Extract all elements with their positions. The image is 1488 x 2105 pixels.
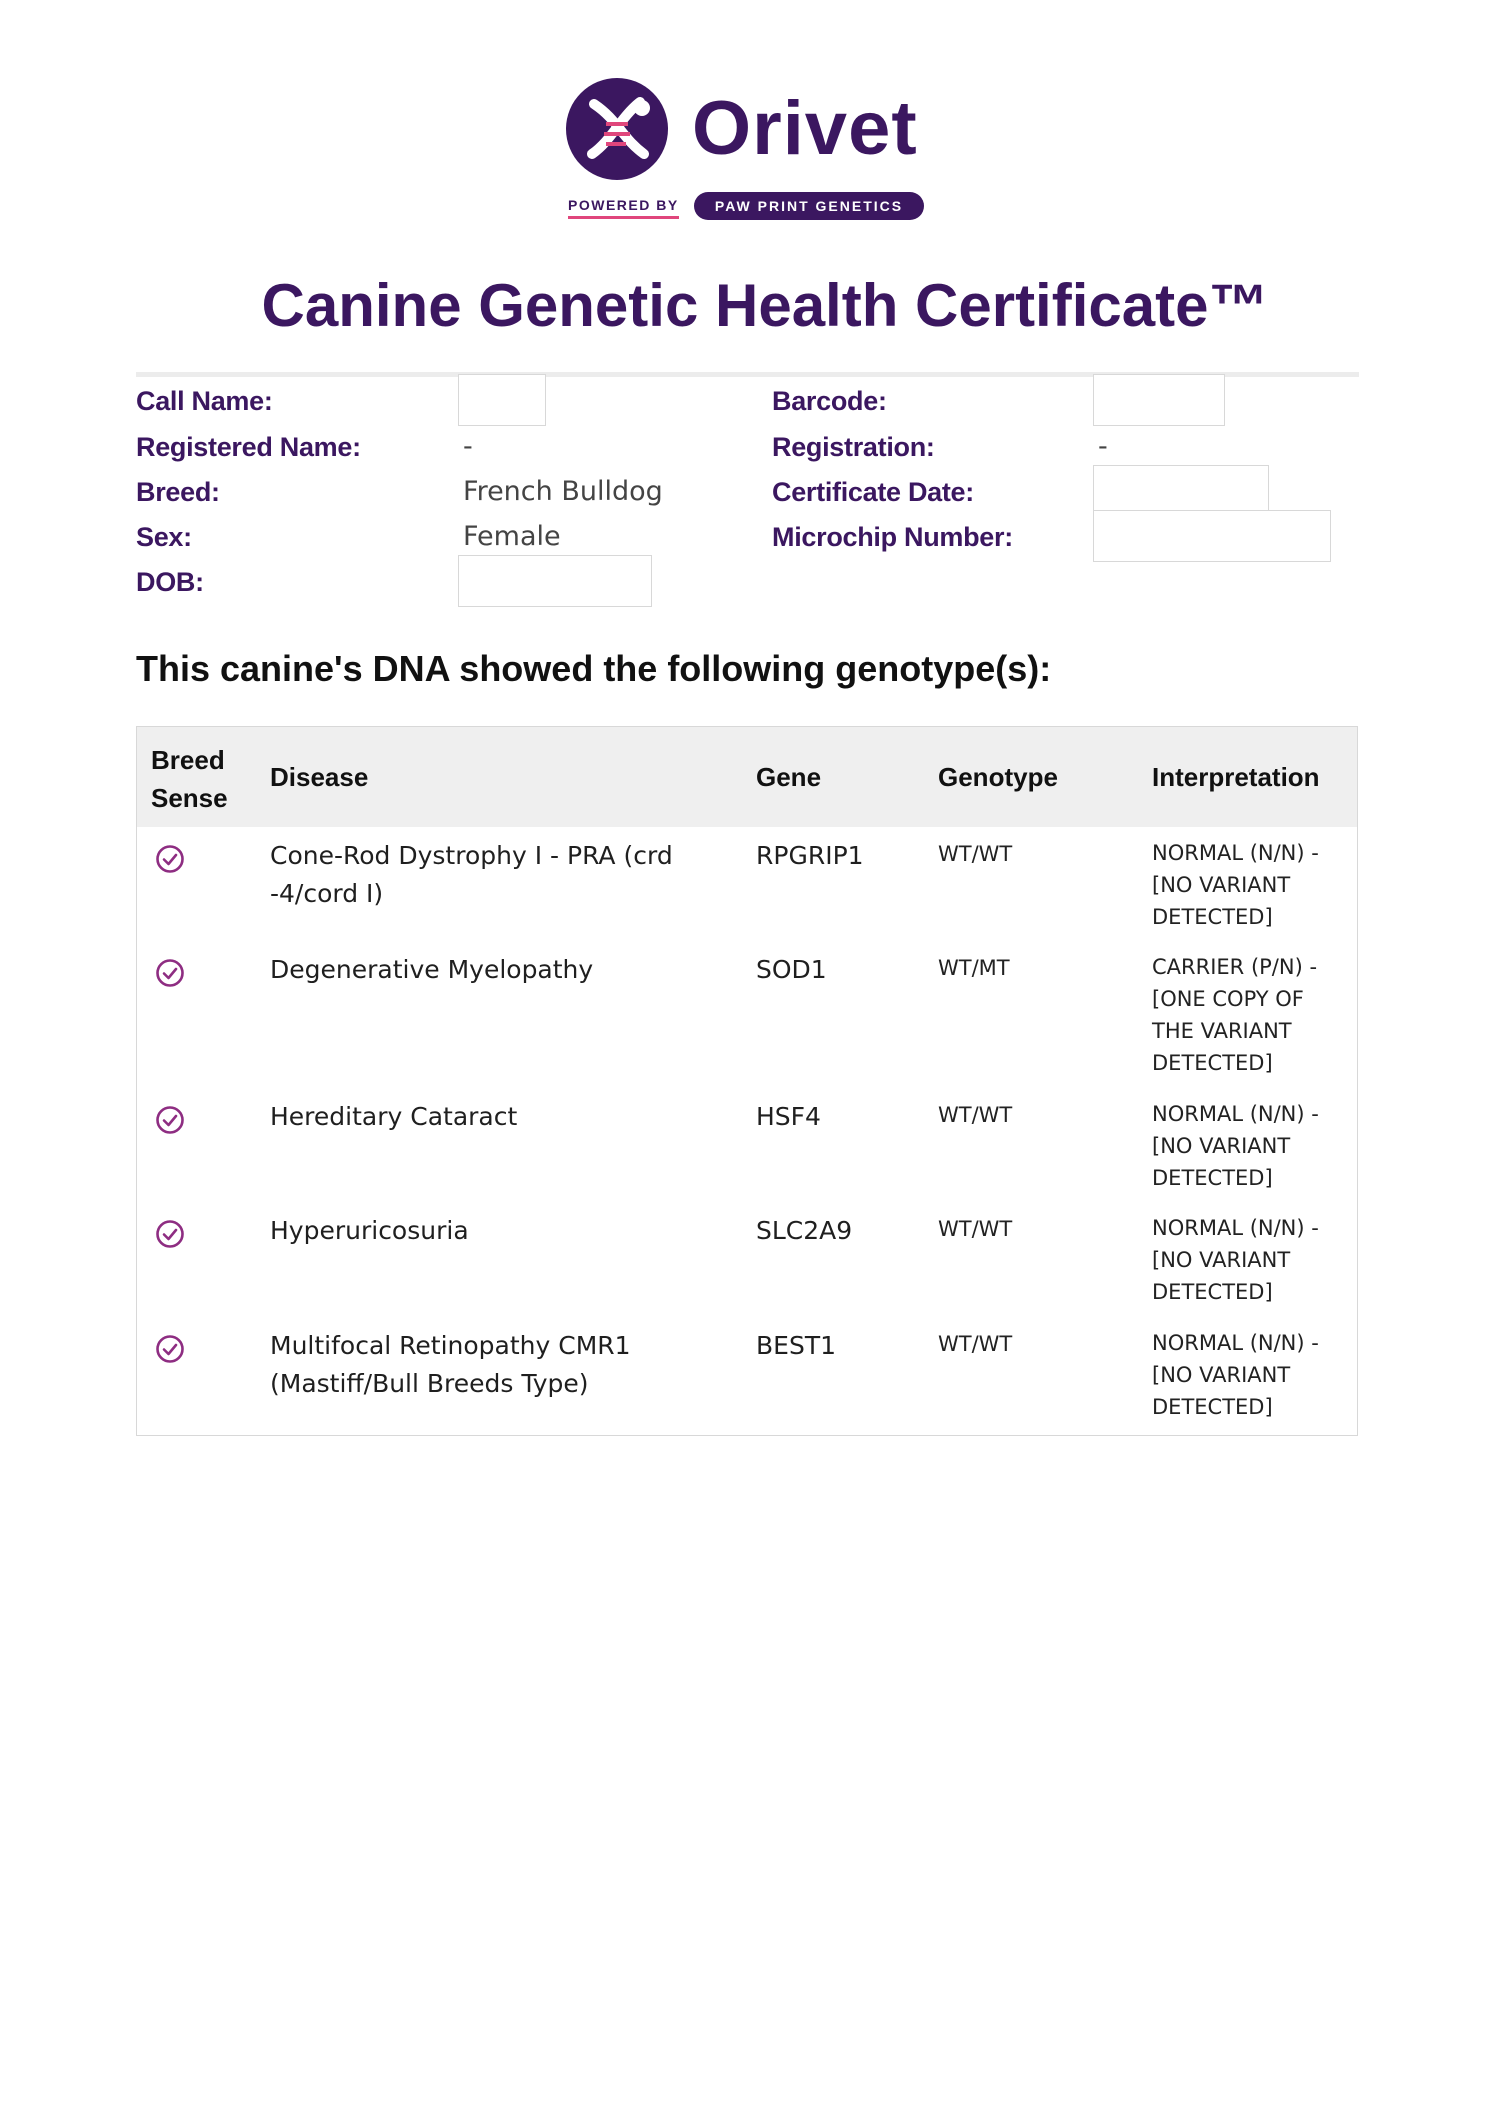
partner-badge: PAW PRINT GENETICS xyxy=(694,192,924,220)
check-circle-icon xyxy=(155,958,185,988)
interpretation-line2: [NO VARIANT xyxy=(1152,1248,1291,1272)
interpretation-line1: NORMAL (N/N) - xyxy=(1152,1216,1319,1240)
sex-value: Female xyxy=(463,521,561,552)
orivet-logo xyxy=(566,78,926,228)
disease-cell: Degenerative Myelopathy xyxy=(270,955,594,984)
interpretation-line2: [NO VARIANT xyxy=(1152,873,1291,897)
page-title: Canine Genetic Health Certificate™ xyxy=(261,272,1269,339)
interpretation-line1: NORMAL (N/N) - xyxy=(1152,841,1319,865)
disease-cell-line2: (Mastiff/Bull Breeds Type) xyxy=(270,1369,589,1398)
barcode-value-box xyxy=(1093,374,1225,426)
disease-cell: Hereditary Cataract xyxy=(270,1102,518,1131)
breed-value: French Bulldog xyxy=(463,476,663,507)
registered-name-value: - xyxy=(463,431,473,462)
orivet-dna-dog-logo-icon xyxy=(566,78,668,180)
check-circle-icon xyxy=(155,1105,185,1135)
interpretation-line2: [NO VARIANT xyxy=(1152,1134,1291,1158)
certificate-date-label: Certificate Date: xyxy=(772,477,974,507)
genotype-cell: WT/WT xyxy=(938,1103,1013,1127)
genotype-cell: WT/WT xyxy=(938,1332,1013,1356)
header-gene: Gene xyxy=(756,762,822,792)
disease-cell: Hyperuricosuria xyxy=(270,1216,469,1245)
dob-label: DOB: xyxy=(136,567,204,597)
interpretation-line3: DETECTED] xyxy=(1152,1395,1273,1419)
interpretation-line1: NORMAL (N/N) - xyxy=(1152,1331,1319,1355)
genotype-cell: WT/MT xyxy=(938,956,1010,980)
dob-value-box xyxy=(458,555,652,607)
table-header xyxy=(137,727,1357,827)
genotype-table xyxy=(136,726,1358,1436)
interpretation-line3: DETECTED] xyxy=(1152,1166,1273,1190)
genotype-heading: This canine's DNA showed the following genotype(s): xyxy=(136,648,1052,689)
disease-cell: Cone-Rod Dystrophy I - PRA (crd xyxy=(270,841,673,870)
check-circle-icon xyxy=(155,1219,185,1249)
gene-cell: SLC2A9 xyxy=(756,1216,853,1245)
logo-wordmark: Orivet xyxy=(692,86,918,171)
gene-cell: RPGRIP1 xyxy=(756,841,864,870)
certificate-date-value-box xyxy=(1093,465,1269,513)
header-breed-sense: Breed xyxy=(151,745,225,775)
interpretation-line4: DETECTED] xyxy=(1152,1051,1273,1075)
registration-value: - xyxy=(1098,431,1108,462)
gene-cell: BEST1 xyxy=(756,1331,836,1360)
sex-label: Sex: xyxy=(136,522,192,552)
call-name-value-box xyxy=(458,374,546,426)
header-breed-sense-line2: Sense xyxy=(151,783,228,813)
interpretation-line2: [ONE COPY OF xyxy=(1152,987,1304,1011)
gene-cell: HSF4 xyxy=(756,1102,821,1131)
interpretation-line3: DETECTED] xyxy=(1152,1280,1273,1304)
disease-cell: Multifocal Retinopathy CMR1 xyxy=(270,1331,631,1360)
interpretation-line3: DETECTED] xyxy=(1152,905,1273,929)
microchip-number-value-box xyxy=(1093,510,1331,562)
interpretation-line2: [NO VARIANT xyxy=(1152,1363,1291,1387)
header-disease: Disease xyxy=(270,762,369,792)
call-name-label: Call Name: xyxy=(136,386,273,416)
genotype-cell: WT/WT xyxy=(938,842,1013,866)
breed-label: Breed: xyxy=(136,477,220,507)
powered-by-text: POWERED BY xyxy=(568,196,679,219)
interpretation-line3: THE VARIANT xyxy=(1152,1019,1292,1043)
header-interpretation: Interpretation xyxy=(1152,762,1320,792)
interpretation-line1: CARRIER (P/N) - xyxy=(1152,955,1318,979)
gene-cell: SOD1 xyxy=(756,955,827,984)
disease-cell-line2: -4/cord I) xyxy=(270,879,384,908)
registration-label: Registration: xyxy=(772,432,935,462)
check-circle-icon xyxy=(155,844,185,874)
header-genotype: Genotype xyxy=(938,762,1058,792)
microchip-number-label: Microchip Number: xyxy=(772,522,1013,552)
registered-name-label: Registered Name: xyxy=(136,432,361,462)
interpretation-line1: NORMAL (N/N) - xyxy=(1152,1102,1319,1126)
check-circle-icon xyxy=(155,1334,185,1364)
genotype-cell: WT/WT xyxy=(938,1217,1013,1241)
barcode-label: Barcode: xyxy=(772,386,887,416)
